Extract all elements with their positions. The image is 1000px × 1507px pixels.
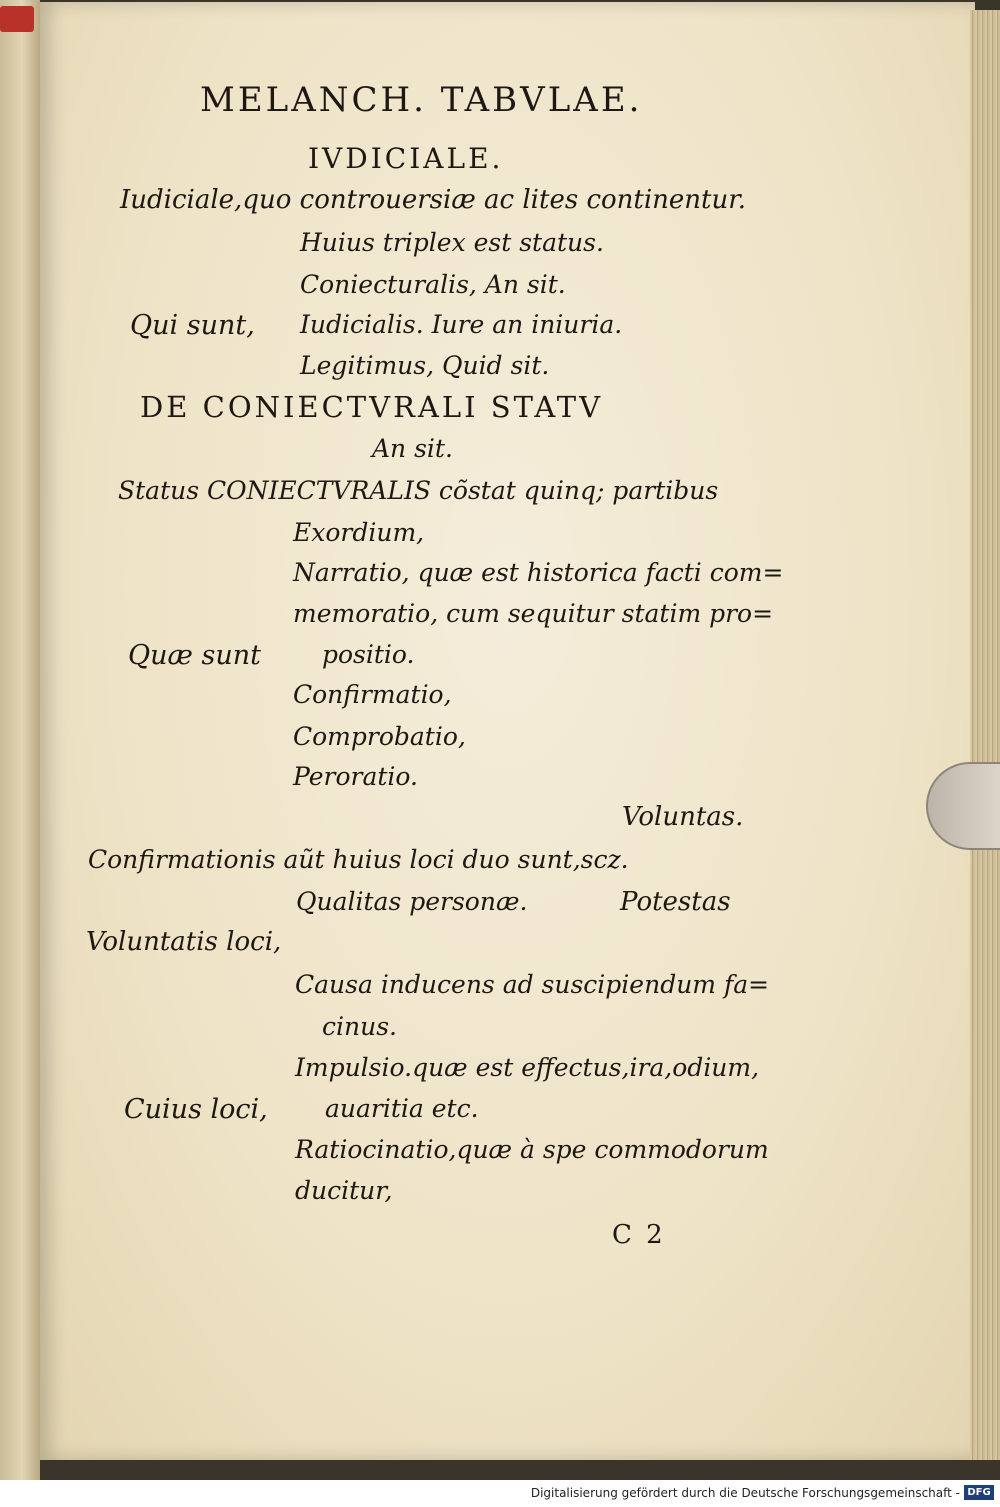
coniecturalis-label: Quæ sunt (128, 640, 261, 671)
potestas-label: Potestas (620, 887, 731, 917)
page-block-edge (970, 10, 1000, 1460)
coniecturalis-subtitle: An sit. (372, 434, 453, 463)
cuius-loci-label: Cuius loci, (124, 1094, 268, 1125)
iudiciale-item: Iudicialis. Iure an iniuria. (300, 310, 623, 339)
facing-page-edge (0, 0, 40, 1480)
confirmatio-intro: Confirmationis aũt huius loci duo sunt,scz. (88, 845, 629, 874)
book-page (40, 2, 975, 1460)
dfg-logo: DFG (964, 1485, 994, 1500)
loci-item: auaritia etc. (325, 1094, 479, 1123)
loci-item: Impulsio.quæ est effectus,ira,odium, (295, 1053, 760, 1082)
signature-mark: C 2 (612, 1220, 666, 1250)
loci-item: ducitur, (295, 1176, 393, 1205)
coniecturalis-item: Exordium, (293, 518, 425, 547)
coniecturalis-item: Comprobatio, (293, 722, 466, 751)
running-header: MELANCH. TABVLAE. (200, 80, 643, 120)
iudiciale-intro: Iudiciale,quo controuersiæ ac lites continentur. (120, 185, 747, 215)
qualitas-item: Qualitas personæ. (296, 887, 528, 916)
voluntas-label: Voluntas. (622, 802, 744, 832)
iudiciale-item: Legitimus, Quid sit. (300, 351, 550, 380)
funding-credit: Digitalisierung gefördert durch die Deutsche Forschungsgemeinschaft - (530, 1486, 960, 1500)
iudiciale-label: Qui sunt, (130, 310, 255, 341)
coniecturalis-item: positio. (322, 640, 415, 669)
coniecturalis-item: Peroratio. (293, 762, 418, 791)
red-marker (0, 6, 34, 32)
section-title-coniecturalis: DE CONIECTVRALI STATV (140, 390, 604, 424)
loci-item: Causa inducens ad suscipiendum fa= (295, 970, 770, 999)
coniecturalis-item: memoratio, cum sequitur statim pro= (293, 599, 774, 628)
loci-item: Ratiocinatio,quæ à spe commodorum (295, 1135, 769, 1164)
iudiciale-subhead: Huius triplex est status. (300, 228, 604, 257)
coniecturalis-item: Confirmatio, (293, 680, 452, 709)
loci-item: cinus. (322, 1012, 397, 1041)
coniecturalis-item: Narratio, quæ est historica facti com= (293, 558, 784, 587)
iudiciale-item: Coniecturalis, An sit. (300, 270, 566, 299)
coniecturalis-intro: Status CONIECTVRALIS cõstat quinq; partibus (118, 476, 719, 505)
voluntatis-label: Voluntatis loci, (86, 927, 282, 957)
section-title-iudiciale: IVDICIALE. (308, 142, 504, 175)
